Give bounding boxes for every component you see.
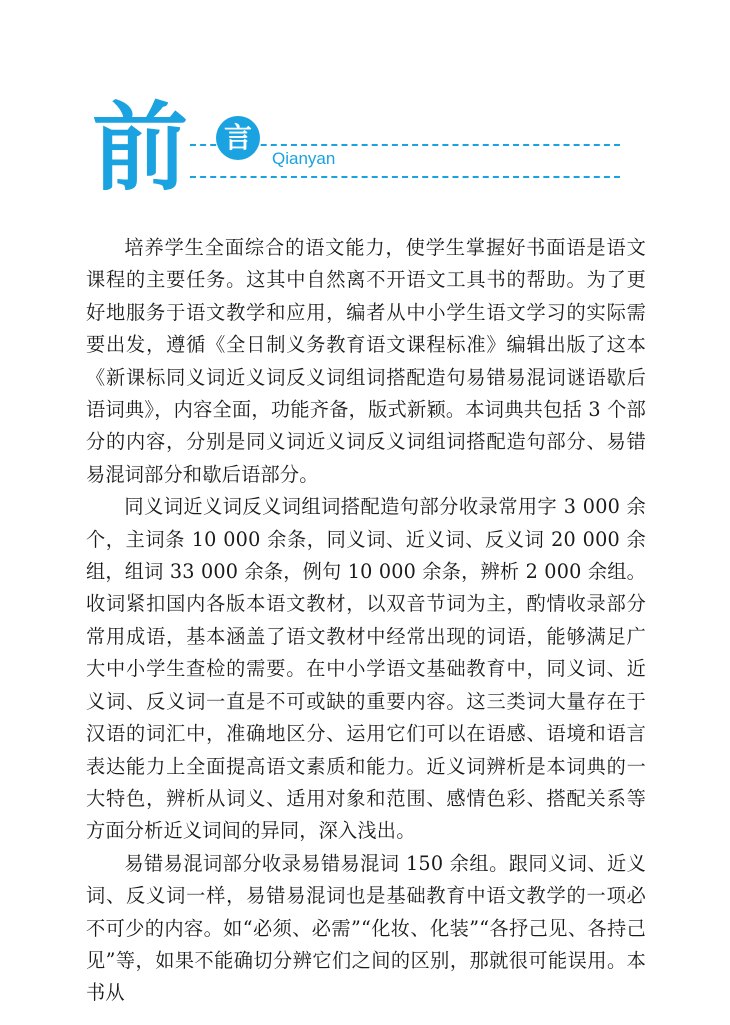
dashed-rule-bottom [190,176,620,178]
page-header [0,0,730,204]
paragraph-1: 培养学生全面综合的语文能力，使学生掌握好书面语是语文课程的主要任务。这其中自然离不开语文工具书的帮助。为了更好地服务于语文教学和应用，编者从中小学生语文学习的实际需要出发，遵循《全日制义务教育语文课程标准》编辑出版了这本《新课标同义词近义词反义词组词搭配造句易错易混词谜语歇后语词典》，内容全面，功能齐备，版式新颖。本词典共包括 3 个部分的内容，分别是同义词近义词反义词组词搭配造句部分、易错易混词部分和歇后语部分。 [86,236,646,486]
title-character: 前 [92,92,188,204]
title-circle-badge: 言 [216,116,260,160]
title-pinyin: Qianyan [272,149,336,168]
preface-body [86,232,646,1010]
paragraph-2: 同义词近义词反义词组词搭配造句部分收录常用字 3 000 余个，主词条 10 000 余条，同义词、近义词、反义词 20 000 余组，组词 33 000 余条，例句 10 000 余条，辨析 2 000 余组。收词紧扣国内各版本语文教材，以双音节词为主，酌情收录部分常用成语，基本涵盖了语文教材中经常出现的词语，能够满足广大中小学生查检的需要。在中小学语文基础教育中，同义词、近义词、反义词一直是不可或缺的重要内容。这三类词大量存在于汉语的词汇中，准确地区分、运用它们可以在语感、语境和语言表达能力上全面提高语文素质和能力。近义词辨析是本词典的一大特色，辨析从词义、适用对象和范围、感情色彩、搭配关系等方面分析近义词间的异同，深入浅出。 [86,495,646,843]
paragraph-3: 易错易混词部分收录易错易混词 150 余组。跟同义词、近义词、反义词一样，易错易混词也是基础教育中语文教学的一项必不可少的内容。如“必须、必需”“化妆、化装”“各抒己见、各持己见”等，如果不能确切分辨它们之间的区别，那就很可能误用。本书从 [86,851,646,1005]
